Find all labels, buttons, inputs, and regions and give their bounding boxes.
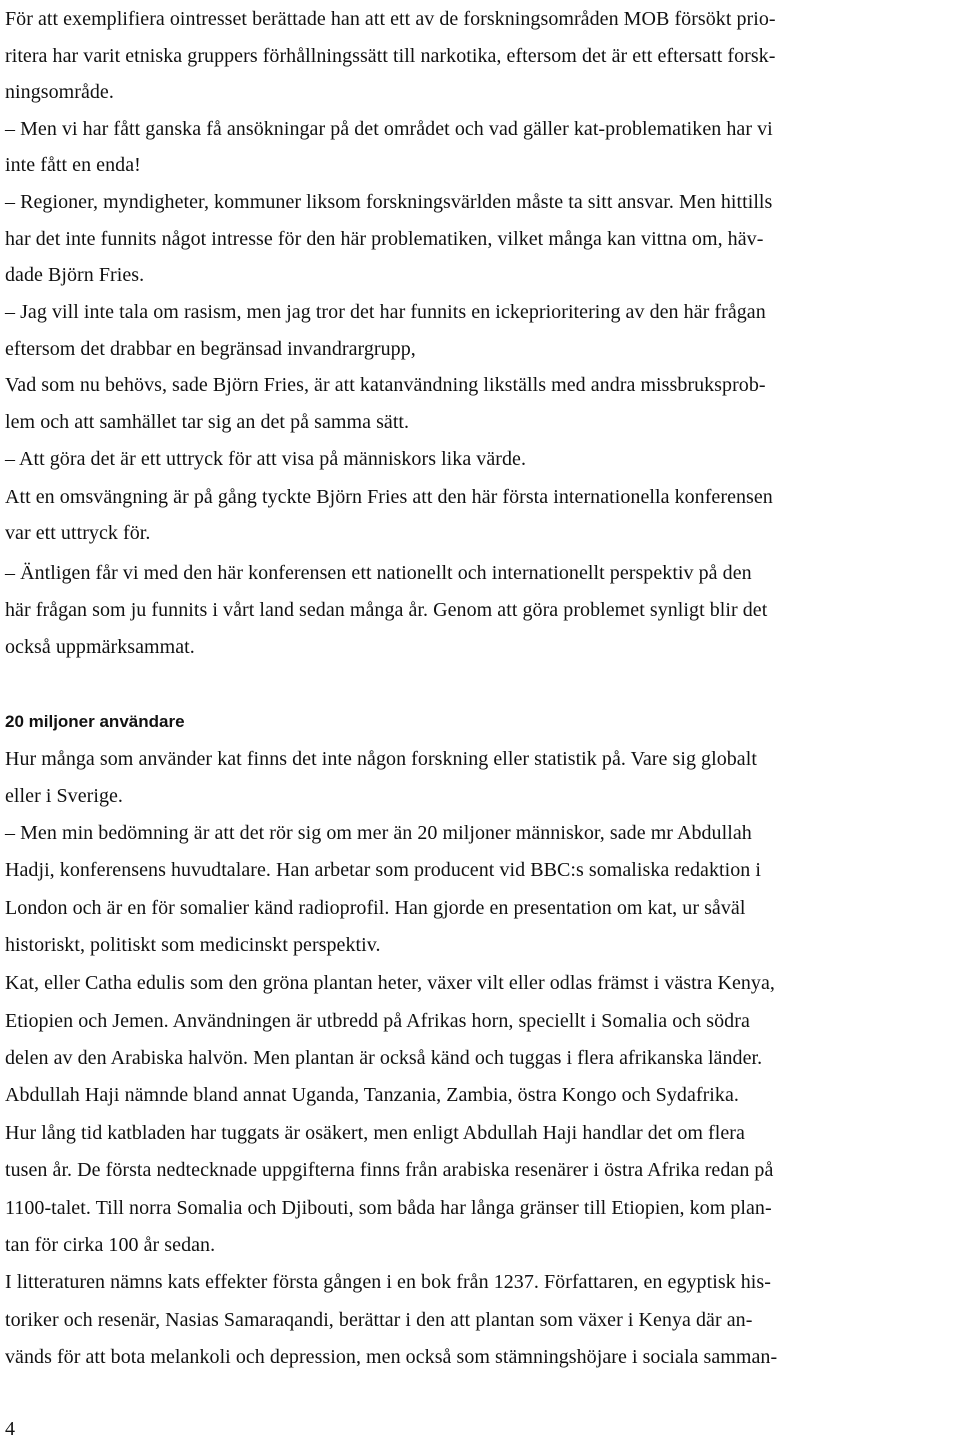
text-line: historiskt, politiskt som medicinskt perspektiv. [5, 934, 381, 956]
text-line: ritera har varit etniska gruppers förhållningssätt till narkotika, eftersom det är ett eftersatt forsk- [5, 45, 776, 67]
section-heading: 20 miljoner användare [5, 712, 185, 731]
text-line: tusen år. De första nedtecknade uppgifterna finns från arabiska resenärer i östra Afrika redan på [5, 1159, 774, 1181]
text-line: eftersom det drabbar en begränsad invandrargrupp, [5, 338, 416, 360]
text-line: 1100-talet. Till norra Somalia och Djibouti, som båda har långa gränser till Etiopien, kom plan- [5, 1197, 772, 1219]
text-line: I litteraturen nämns kats effekter första gången i en bok från 1237. Författaren, en egyptisk his- [5, 1271, 771, 1293]
text-line: här frågan som ju funnits i vårt land sedan många år. Genom att göra problemet synligt blir det [5, 599, 768, 621]
text-line: toriker och resenär, Nasias Samaraqandi, berättar i den att plantan som växer i Kenya där an- [5, 1309, 753, 1331]
text-line: London och är en för somalier känd radioprofil. Han gjorde en presentation om kat, ur såväl [5, 897, 746, 919]
text-line: var ett uttryck för. [5, 522, 151, 544]
text-line: eller i Sverige. [5, 785, 123, 807]
text-line: – Men vi har fått ganska få ansökningar på det området och vad gäller kat-problematiken har vi [5, 118, 773, 140]
text-line: ningsområde. [5, 81, 114, 103]
text-line: Vad som nu behövs, sade Björn Fries, är att katanvändning likställs med andra missbruksprob- [5, 374, 766, 396]
text-line: – Regioner, myndigheter, kommuner liksom forskningsvärlden måste ta sitt ansvar. Men hittills [5, 191, 773, 213]
text-line: – Jag vill inte tala om rasism, men jag tror det har funnits en ickeprioritering av den här frågan [5, 301, 766, 323]
page-number: 4 [5, 1418, 15, 1440]
text-line: lem och att samhället tar sig an det på samma sätt. [5, 411, 410, 433]
text-line: delen av den Arabiska halvön. Men plantan är också känd och tuggas i flera afrikanska länder. [5, 1047, 763, 1069]
text-line: har det inte funnits något intresse för den här problematiken, vilket många kan vittna om, häv- [5, 228, 764, 250]
text-line: – Äntligen får vi med den här konferensen ett nationellt och internationellt perspektiv på den [5, 562, 752, 584]
text-line: tan för cirka 100 år sedan. [5, 1234, 216, 1256]
text-line: – Men min bedömning är att det rör sig om mer än 20 miljoner människor, sade mr Abdullah [5, 822, 752, 844]
text-line: Abdullah Haji nämnde bland annat Uganda, Tanzania, Zambia, östra Kongo och Sydafrika. [5, 1084, 739, 1106]
text-line: Hur lång tid katbladen har tuggats är osäkert, men enligt Abdullah Haji handlar det om flera [5, 1122, 745, 1144]
text-line: inte fått en enda! [5, 154, 141, 176]
text-line: För att exemplifiera ointresset berättade han att ett av de forskningsområden MOB försökt prio- [5, 8, 776, 30]
text-line: Att en omsvängning är på gång tyckte Björn Fries att den här första internationella konferensen [5, 486, 773, 508]
text-line: Etiopien och Jemen. Användningen är utbredd på Afrikas horn, speciellt i Somalia och södra [5, 1010, 750, 1032]
text-line: Hur många som använder kat finns det inte någon forskning eller statistik på. Vare sig globalt [5, 748, 757, 770]
text-line: dade Björn Fries. [5, 264, 145, 286]
text-line: Kat, eller Catha edulis som den gröna plantan heter, växer vilt eller odlas främst i västra Kenya, [5, 972, 775, 994]
text-line: vänds för att bota melankoli och depression, men också som stämningshöjare i sociala samman- [5, 1346, 778, 1368]
text-line: – Att göra det är ett uttryck för att visa på människors lika värde. [5, 448, 527, 470]
text-line: Hadji, konferensens huvudtalare. Han arbetar som producent vid BBC:s somaliska redaktion i [5, 859, 761, 881]
text-line: också uppmärksammat. [5, 636, 195, 658]
